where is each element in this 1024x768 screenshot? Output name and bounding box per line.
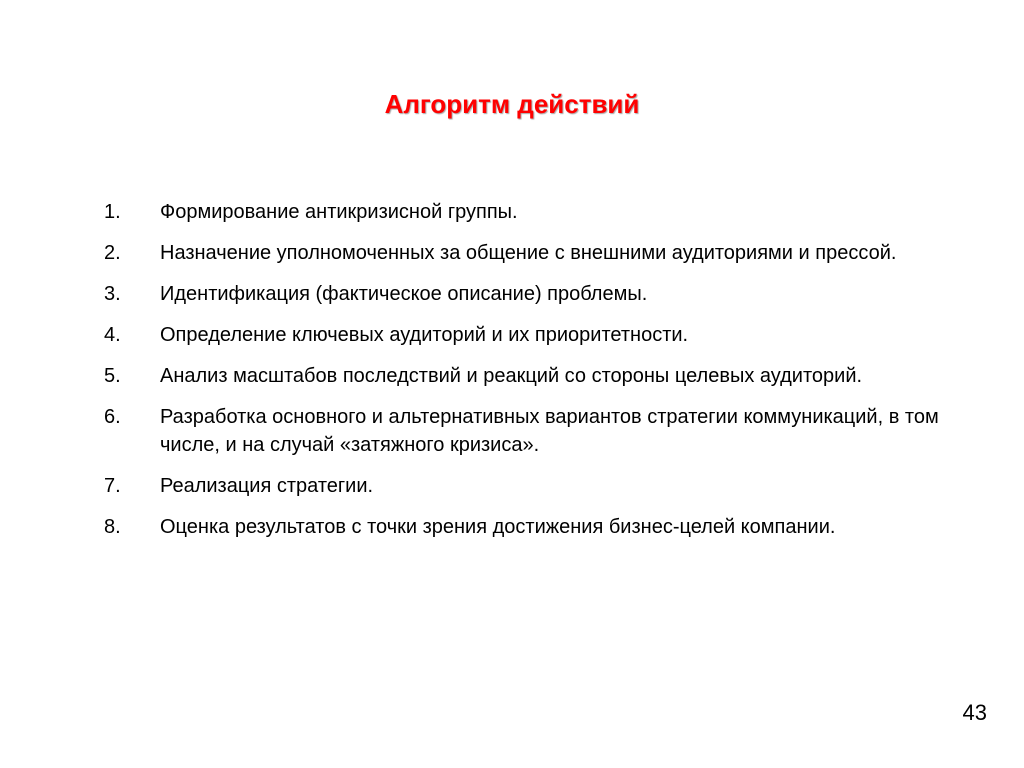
list-item-text: Оценка результатов с точки зрения достижения бизнес-целей компании.: [160, 516, 836, 538]
list-item: [104, 513, 944, 541]
list-item: [104, 239, 944, 267]
list-item-text: Реализация стратегии.: [160, 475, 374, 497]
list-item: [104, 403, 944, 459]
list-item-text: Назначение уполномоченных за общение с внешними аудиториями и прессой.: [160, 242, 897, 264]
list-item: [104, 198, 944, 226]
list-item-number: 2.: [104, 242, 121, 264]
list-item: [104, 280, 944, 308]
list-item-number: 8.: [104, 516, 121, 538]
page-number: 43: [962, 700, 987, 725]
list-item-number: 6.: [104, 406, 121, 428]
list-item-text: Разработка основного и альтернативных вариантов стратегии коммуникаций, в том числе, и на случай «затяжного кризиса».: [160, 406, 939, 456]
list-item-text: Анализ масштабов последствий и реакций со стороны целевых аудиторий.: [160, 365, 863, 387]
list-item: [104, 362, 944, 390]
list-item-number: 3.: [104, 283, 121, 305]
list-item-number: 5.: [104, 365, 121, 387]
list-item-text: Формирование антикризисной группы.: [160, 201, 518, 223]
list-item-number: 1.: [104, 201, 121, 223]
list-item: [104, 472, 944, 500]
list-item-text: Идентификация (фактическое описание) проблемы.: [160, 283, 648, 305]
list-item-number: 7.: [104, 475, 121, 497]
list-item: [104, 321, 944, 349]
list-item-number: 4.: [104, 324, 121, 346]
list-item-text: Определение ключевых аудиторий и их приоритетности.: [160, 324, 689, 346]
action-list: [104, 198, 944, 554]
slide-title: Алгоритм действий: [384, 89, 640, 119]
